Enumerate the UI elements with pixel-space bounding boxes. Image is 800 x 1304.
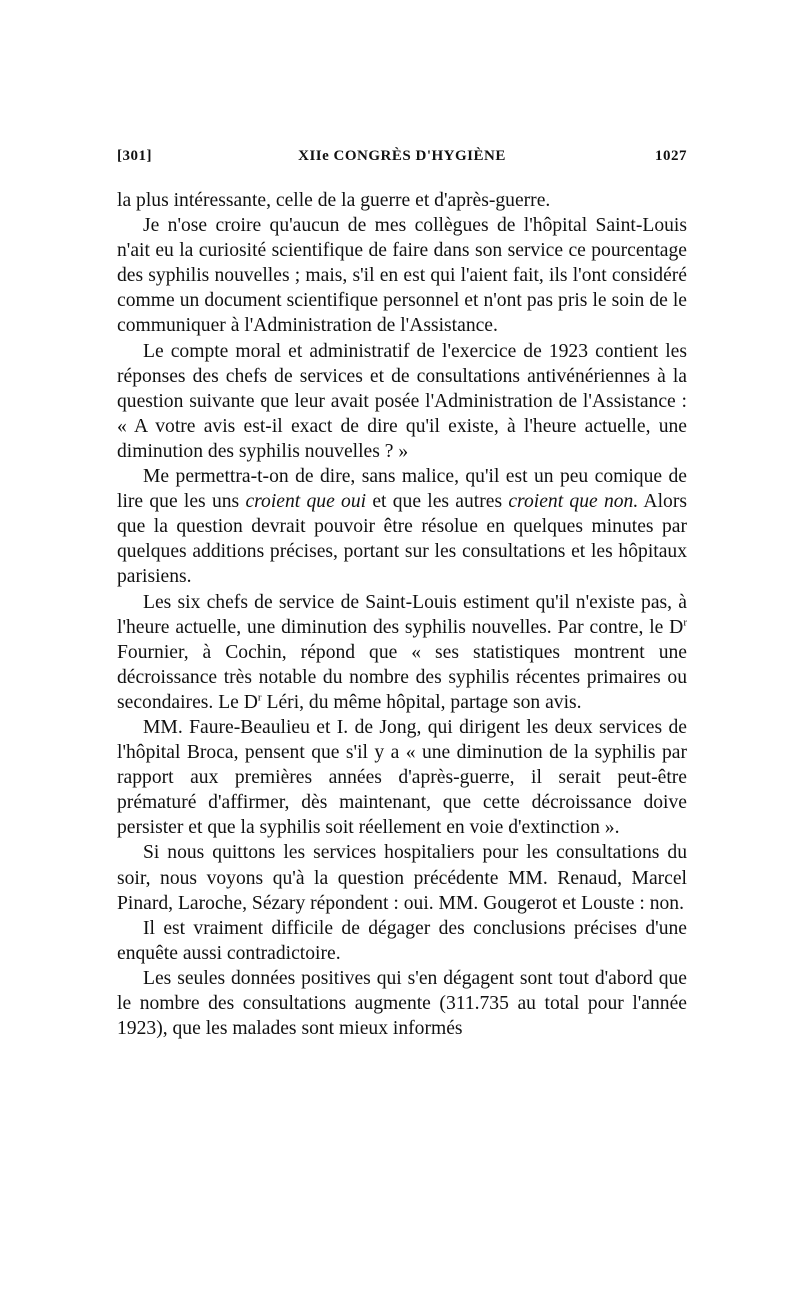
text-segment: Alors que la question devrait pouvoir être résolue en quelques minutes par quelques additions précises, portant sur les consultations et les hôpitaux parisiens. [117, 491, 687, 588]
superscript: r [257, 691, 262, 704]
superscript: r [683, 616, 687, 629]
text-segment: Les six chefs de service de Saint-Louis estiment qu'il n'existe pas, à l'heure actuelle, une diminution des syphilis nouvelles. Par contre, le D [117, 591, 687, 638]
text-segment: Fournier, à Cochin, répond que « ses statistiques montrent une décroissance très notable du nombre des syphilis récentes primaires ou secondaires. Le D [117, 641, 687, 713]
page-reference: [301] [117, 148, 152, 164]
text-segment: Me permettra-t-on de dire, sans malice, qu'il est un peu comique de lire que les uns [117, 466, 687, 513]
page-number: 1027 [655, 148, 687, 164]
paragraph-broca: MM. Faure-Beaulieu et I. de Jong, qui dirigent les deux services de l'hôpital Broca, pensent que s'il y a « une diminution de la syphilis par rapport aux premières années d'après-guerre, il serait peut-être prématuré d'affirmer, dès maintenant, que cette décroissance doive persister et que la syphilis soit réellement en voie d'extinction ». [117, 716, 687, 839]
text-segment: Léri, du même hôpital, partage son avis. [266, 691, 582, 713]
paragraph-consultations-du-soir: Si nous quittons les services hospitaliers pour les consultations du soir, nous voyons qu'à la question précédente MM. Renaud, Marcel Pinard, Laroche, Sézary répondent : oui. MM. Gougerot et Louste : non. [117, 842, 687, 914]
italic-phrase: croient que oui [245, 491, 367, 513]
paragraph-comique [117, 464, 687, 589]
paragraph-saint-louis [117, 590, 687, 715]
text-segment: et que les autres [372, 491, 503, 513]
italic-phrase: croient que non. [508, 491, 639, 513]
paragraph-conclusions: Il est vraiment difficile de dégager des conclusions précises d'une enquête aussi contradictoire. [117, 917, 687, 964]
paragraph-colleagues: Je n'ose croire qu'aucun de mes collègues de l'hôpital Saint-Louis n'ait eu la curiosité scientifique de faire dans son service ce pourcentage des syphilis nouvelles ; mais, s'il en est qui l'aient fait, ils l'ont considéré comme un document scientifique personnel et n'ont pas pris le soin de le communiquer à l'Administration de l'Assistance. [117, 215, 687, 337]
paragraph-donnees-positives: Les seules données positives qui s'en dégagent sont tout d'abord que le nombre des consultations augmente (311.735 au total pour l'année 1923), que les malades sont mieux informés [117, 967, 687, 1040]
paragraph-compte-moral: Le compte moral et administratif de l'exercice de 1923 contient les réponses des chefs de services et de consultations antivénériennes à la question suivante que leur avait posée l'Administration de l'Assistance : « A votre avis est-il exact de dire qu'il existe, à l'heure actuelle, une diminution des syphilis nouvelles ? » [117, 340, 687, 462]
paragraph-continuation: la plus intéressante, celle de la guerre et d'après-guerre. [117, 190, 551, 211]
document-page [117, 148, 687, 1041]
running-head [117, 148, 687, 172]
body-text [117, 188, 687, 1041]
journal-title: XIIe CONGRÈS D'HYGIÈNE [298, 148, 506, 164]
